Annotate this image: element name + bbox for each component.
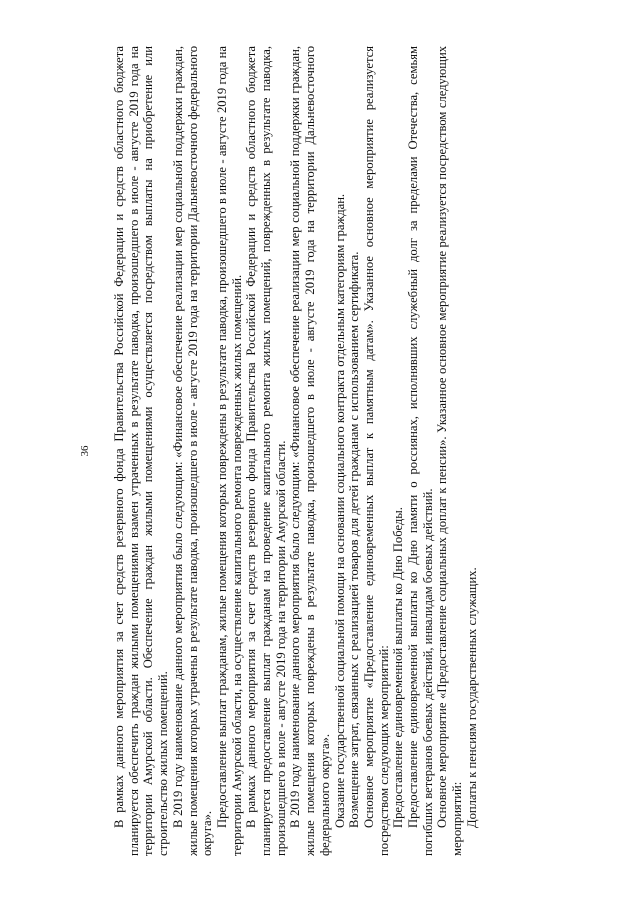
- paragraph: В рамках данного мероприятия за счет средств резервного фонда Правительства Российской Федерации и средств областного бюджета планируется обеспечить граждан жилыми помещениями взамен утраченных в результате паводка, произошедшего в июле - августе 2019 года на территории Амурской области. Обеспечение граждан жилыми помещениями осуществляется посредством выплаты на приобретение или строительство жилых помещений.: [112, 46, 171, 856]
- paragraph: Предоставление выплат гражданам, жилые помещения которых повреждены в результате паводка, произошедшего в июле - августе 2019 года на территории Амурской области, на осуществление капитального ремонта поврежденных жилых помещений.: [214, 46, 244, 856]
- page-number: 36: [79, 445, 91, 457]
- paragraph: Доплаты к пенсиям государственных служащих.: [464, 567, 479, 828]
- paragraph: Оказание государственной социальной помощи на основании социального контракта отдельным категориям граждан.: [332, 193, 347, 828]
- paragraph: В рамках данного мероприятия за счет средств резервного фонда Правительства Российской Федерации и средств областного бюджета планируется предоставление выплат гражданам на проведение капитального ремонта жилых помещений, поврежденных в результате паводка, произошедшего в июле - августе 2019 года на территории Амурской области.: [244, 46, 288, 856]
- paragraph: Предоставление единовременной выплаты ко Дню Победы.: [391, 507, 406, 828]
- document-page: [78, 46, 560, 856]
- paragraph: В 2019 году наименование данного мероприятия было следующим: «Финансовое обеспечение реализации мер социальной поддержки граждан, жилые помещения которых утрачены в результате паводка, произошедшего в июле - августе 2019 года на территории Дальневосточного федерального округа».: [170, 46, 215, 856]
- paragraph: Основное мероприятие «Предоставление социальных доплат к пенсии». Указанное основное мероприятие реализуется посредством следующих мероприятий:: [435, 46, 465, 856]
- paragraph: Возмещение затрат, связанных с реализацией товаров для детей гражданам с использованием сертификата.: [347, 251, 362, 828]
- paragraph: В 2019 году наименование данного мероприятия было следующим: «Финансовое обеспечение реализации мер социальной поддержки граждан, жилые помещения которых повреждены в результате паводка, произошедшего в июле - августе 2019 года на территории Дальневосточного федерального округа».: [288, 46, 332, 856]
- paragraph: Основное мероприятие «Предоставление единовременных выплат к памятным датам». Указанное основное мероприятие реализуется посредством следующих мероприятий:: [361, 46, 391, 856]
- paragraph: Предоставление единовременной выплаты ко Дню памяти о россиянах, исполнявших служебный долг за пределами Отечества, семьям погибших ветеранов боевых действий, инвалидам боевых действий.: [406, 46, 435, 856]
- rotated-text-block: [78, 46, 560, 856]
